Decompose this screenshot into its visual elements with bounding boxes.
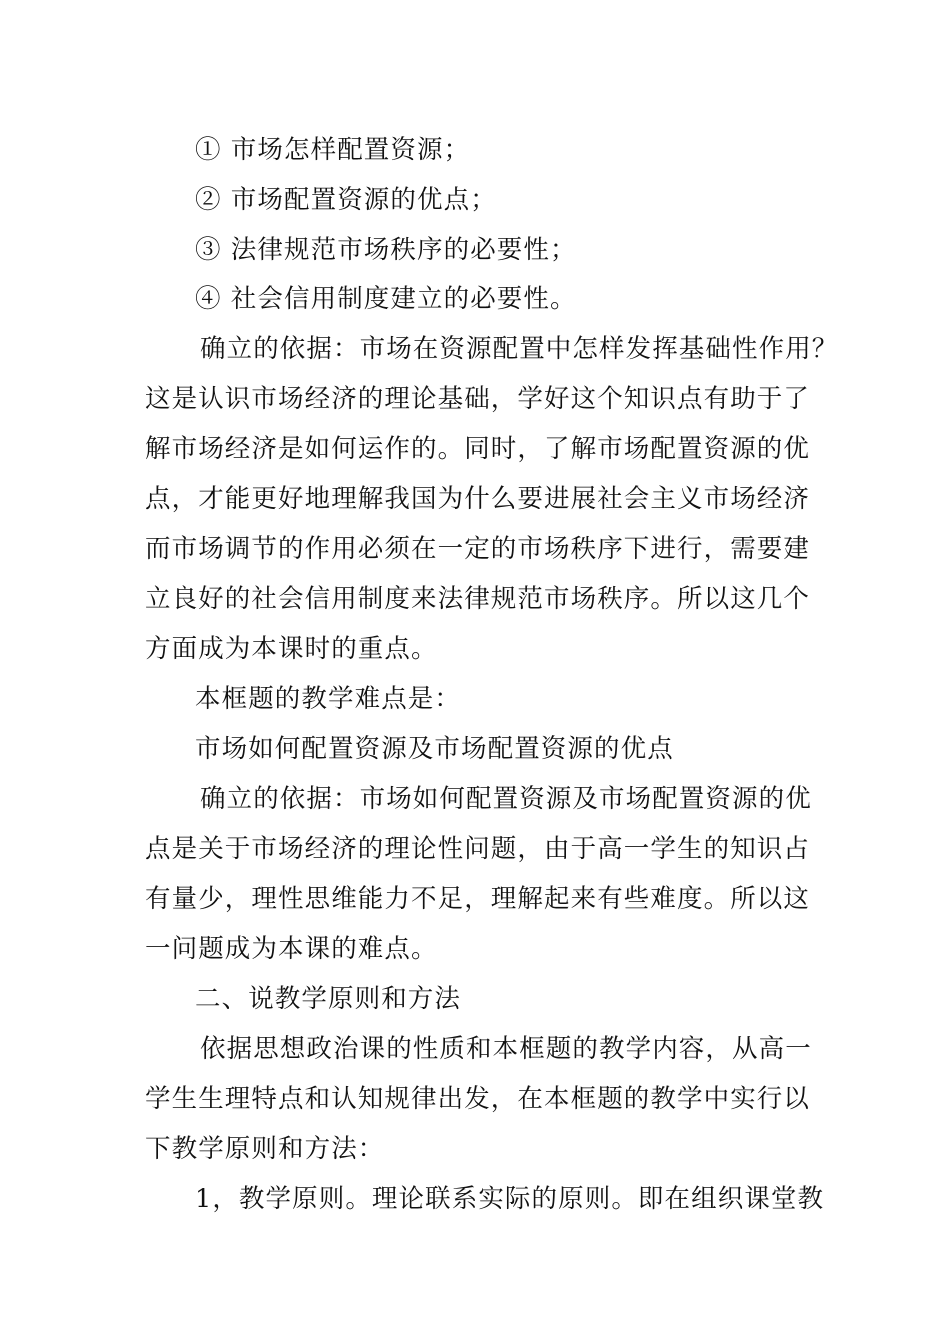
paragraph-line: 依据思想政治课的性质和本框题的教学内容，从高一 bbox=[200, 1034, 812, 1064]
paragraph-line: 点是关于市场经济的理论性问题，由于高一学生的知识占 bbox=[145, 834, 811, 864]
list-item-3: ③ 法律规范市场秩序的必要性； bbox=[195, 235, 577, 265]
paragraph-line: 点，才能更好地理解我国为什么要进展社会主义市场经济 bbox=[145, 484, 811, 514]
section-heading: 二、说教学原则和方法 bbox=[195, 984, 462, 1014]
list-item-4: ④ 社会信用制度建立的必要性。 bbox=[195, 284, 577, 314]
paragraph-line: 确立的依据：市场如何配置资源及市场配置资源的优 bbox=[200, 784, 812, 814]
section-heading: 本框题的教学难点是： bbox=[195, 684, 462, 714]
paragraph-line: 立良好的社会信用制度来法律规范市场秩序。所以这几个 bbox=[145, 584, 811, 614]
paragraph-line: 下教学原则和方法： bbox=[145, 1134, 385, 1164]
paragraph-line: 有量少，理性思维能力不足，理解起来有些难度。所以这 bbox=[145, 884, 811, 914]
list-item-1: ① 市场怎样配置资源； bbox=[195, 135, 471, 165]
paragraph-line: 而市场调节的作用必须在一定的市场秩序下进行，需要建 bbox=[145, 534, 811, 564]
paragraph-line: 确立的依据：市场在资源配置中怎样发挥基础性作用？ bbox=[200, 334, 839, 364]
paragraph-line: 解市场经济是如何运作的。同时，了解市场配置资源的优 bbox=[145, 434, 811, 464]
paragraph-line: 一问题成为本课的难点。 bbox=[145, 934, 438, 964]
paragraph-line: 方面成为本课时的重点。 bbox=[145, 634, 438, 664]
paragraph-line: 1，教学原则。理论联系实际的原则。即在组织课堂教 bbox=[195, 1184, 825, 1214]
list-item-2: ② 市场配置资源的优点； bbox=[195, 185, 497, 215]
paragraph-line: 市场如何配置资源及市场配置资源的优点 bbox=[195, 734, 674, 764]
paragraph-line: 学生生理特点和认知规律出发，在本框题的教学中实行以 bbox=[145, 1084, 811, 1114]
paragraph-line: 这是认识市场经济的理论基础，学好这个知识点有助于了 bbox=[145, 384, 811, 414]
